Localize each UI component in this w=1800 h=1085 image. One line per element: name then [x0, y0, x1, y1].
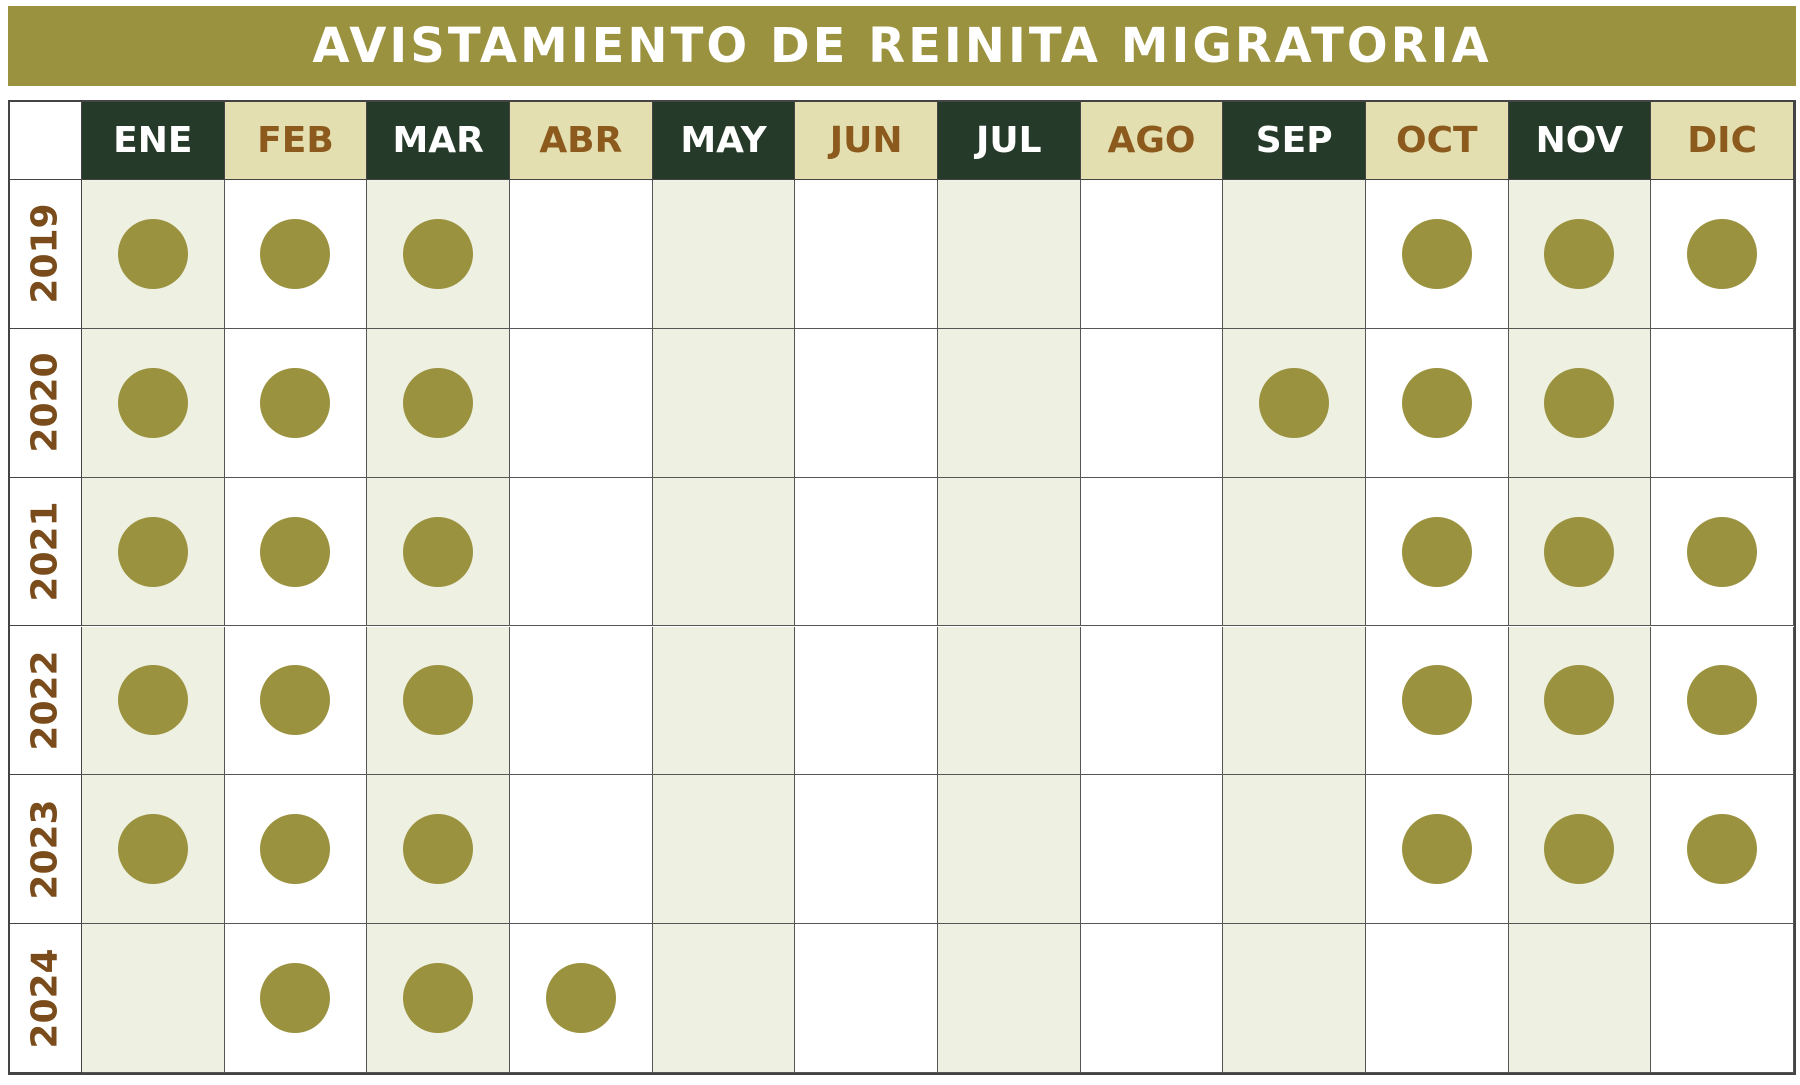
year-label-2020: [10, 329, 82, 478]
grid-cell-2022-may: [653, 627, 796, 776]
grid-cell-2022-dic: [1651, 627, 1794, 776]
sighting-dot-2021-nov: [1544, 517, 1614, 587]
grid-cell-2021-ene: [82, 478, 225, 627]
sighting-dot-2023-dic: [1687, 814, 1757, 884]
grid-cell-2023-ago: [1081, 775, 1224, 924]
grid-cell-2023-jun: [795, 775, 938, 924]
sighting-dot-2020-mar: [403, 368, 473, 438]
year-label-2023: [10, 775, 82, 924]
year-text: 2024: [25, 947, 67, 1049]
grid-cell-2024-jun: [795, 924, 938, 1073]
grid-cell-2022-sep: [1223, 627, 1366, 776]
grid-cell-2021-abr: [510, 478, 653, 627]
grid-cell-2019-feb: [225, 180, 368, 329]
grid-cell-2024-oct: [1366, 924, 1509, 1073]
grid-cell-2021-dic: [1651, 478, 1794, 627]
grid-cell-2024-ago: [1081, 924, 1224, 1073]
grid-cell-2020-mar: [367, 329, 510, 478]
grid-cell-2021-nov: [1509, 478, 1652, 627]
grid-cell-2020-jun: [795, 329, 938, 478]
grid-cell-2020-may: [653, 329, 796, 478]
month-header-oct: OCT: [1366, 102, 1509, 180]
grid-cell-2022-oct: [1366, 627, 1509, 776]
grid-cell-2024-dic: [1651, 924, 1794, 1073]
grid-cell-2022-mar: [367, 627, 510, 776]
grid-cell-2024-sep: [1223, 924, 1366, 1073]
year-text: 2021: [25, 501, 67, 602]
grid-cell-2020-abr: [510, 329, 653, 478]
grid-cell-2021-mar: [367, 478, 510, 627]
grid-cell-2021-jul: [938, 478, 1081, 627]
grid-cell-2021-oct: [1366, 478, 1509, 627]
sighting-dot-2022-ene: [118, 665, 188, 735]
grid-corner: [10, 102, 82, 180]
sighting-dot-2023-mar: [403, 814, 473, 884]
sighting-dot-2020-ene: [118, 368, 188, 438]
grid-cell-2019-ago: [1081, 180, 1224, 329]
grid-cell-2023-nov: [1509, 775, 1652, 924]
grid-cell-2024-may: [653, 924, 796, 1073]
month-header-jun: JUN: [795, 102, 938, 180]
grid-cell-2019-jul: [938, 180, 1081, 329]
grid-cell-2024-feb: [225, 924, 368, 1073]
year-text: 2019: [25, 203, 67, 305]
month-header-feb: FEB: [225, 102, 368, 180]
sighting-dot-2022-nov: [1544, 665, 1614, 735]
grid-cell-2022-ene: [82, 627, 225, 776]
chart-title: AVISTAMIENTO DE REINITA MIGRATORIA: [312, 18, 1492, 74]
sighting-dot-2023-ene: [118, 814, 188, 884]
grid-cell-2022-jul: [938, 627, 1081, 776]
sighting-dot-2024-abr: [546, 963, 616, 1033]
grid-cell-2021-sep: [1223, 478, 1366, 627]
grid-cell-2019-may: [653, 180, 796, 329]
grid-cell-2020-jul: [938, 329, 1081, 478]
sighting-dot-2021-feb: [260, 517, 330, 587]
year-text: 2023: [25, 799, 67, 900]
grid-cell-2021-feb: [225, 478, 368, 627]
sighting-dot-2020-oct: [1402, 368, 1472, 438]
grid-cell-2019-dic: [1651, 180, 1794, 329]
grid-cell-2019-ene: [82, 180, 225, 329]
sighting-dot-2022-feb: [260, 665, 330, 735]
grid-cell-2020-feb: [225, 329, 368, 478]
grid-cell-2022-feb: [225, 627, 368, 776]
month-header-sep: SEP: [1223, 102, 1366, 180]
year-label-2024: [10, 924, 82, 1073]
grid-cell-2019-abr: [510, 180, 653, 329]
grid-cell-2020-ene: [82, 329, 225, 478]
month-header-mar: MAR: [367, 102, 510, 180]
grid-cell-2020-dic: [1651, 329, 1794, 478]
year-text: 2020: [25, 352, 67, 453]
sighting-dot-2023-feb: [260, 814, 330, 884]
grid-cell-2019-sep: [1223, 180, 1366, 329]
grid-cell-2023-abr: [510, 775, 653, 924]
month-header-nov: NOV: [1509, 102, 1652, 180]
sighting-dot-2019-oct: [1402, 219, 1472, 289]
grid-cell-2024-abr: [510, 924, 653, 1073]
grid-cell-2020-oct: [1366, 329, 1509, 478]
grid-cell-2020-nov: [1509, 329, 1652, 478]
grid-cell-2019-mar: [367, 180, 510, 329]
sighting-dot-2019-ene: [118, 219, 188, 289]
grid-cell-2022-ago: [1081, 627, 1224, 776]
grid-cell-2021-ago: [1081, 478, 1224, 627]
grid-cell-2024-mar: [367, 924, 510, 1073]
grid-cell-2021-may: [653, 478, 796, 627]
year-label-2021: [10, 478, 82, 627]
grid-cell-2023-ene: [82, 775, 225, 924]
sighting-dot-2022-oct: [1402, 665, 1472, 735]
month-header-dic: DIC: [1651, 102, 1794, 180]
grid-cell-2022-nov: [1509, 627, 1652, 776]
grid-cell-2023-dic: [1651, 775, 1794, 924]
grid-cell-2019-jun: [795, 180, 938, 329]
grid-cell-2024-nov: [1509, 924, 1652, 1073]
sighting-dot-2021-dic: [1687, 517, 1757, 587]
sighting-dot-2024-mar: [403, 963, 473, 1033]
sighting-dot-2019-mar: [403, 219, 473, 289]
sighting-dot-2023-oct: [1402, 814, 1472, 884]
grid-cell-2023-may: [653, 775, 796, 924]
grid-cell-2023-oct: [1366, 775, 1509, 924]
grid-cell-2023-sep: [1223, 775, 1366, 924]
sighting-dot-2019-dic: [1687, 219, 1757, 289]
sighting-dot-2022-mar: [403, 665, 473, 735]
sighting-dot-2021-oct: [1402, 517, 1472, 587]
month-header-jul: JUL: [938, 102, 1081, 180]
grid-cell-2024-jul: [938, 924, 1081, 1073]
sighting-grid: [8, 100, 1796, 1075]
grid-cell-2019-oct: [1366, 180, 1509, 329]
grid-cell-2021-jun: [795, 478, 938, 627]
grid-cell-2023-mar: [367, 775, 510, 924]
grid-cell-2023-jul: [938, 775, 1081, 924]
grid-cell-2020-ago: [1081, 329, 1224, 478]
grid-cell-2024-ene: [82, 924, 225, 1073]
sighting-dot-2019-nov: [1544, 219, 1614, 289]
month-header-may: MAY: [653, 102, 796, 180]
sighting-dot-2020-nov: [1544, 368, 1614, 438]
grid-cell-2020-sep: [1223, 329, 1366, 478]
sighting-dot-2022-dic: [1687, 665, 1757, 735]
year-label-2019: [10, 180, 82, 329]
year-text: 2022: [25, 650, 67, 751]
grid-cell-2023-feb: [225, 775, 368, 924]
sighting-dot-2021-mar: [403, 517, 473, 587]
year-label-2022: [10, 627, 82, 776]
title-banner: [8, 6, 1796, 86]
sighting-dot-2019-feb: [260, 219, 330, 289]
month-header-abr: ABR: [510, 102, 653, 180]
month-header-ago: AGO: [1081, 102, 1224, 180]
sighting-dot-2020-sep: [1259, 368, 1329, 438]
grid-cell-2022-jun: [795, 627, 938, 776]
sighting-dot-2020-feb: [260, 368, 330, 438]
grid-cell-2022-abr: [510, 627, 653, 776]
month-header-ene: ENE: [82, 102, 225, 180]
sighting-dot-2024-feb: [260, 963, 330, 1033]
sighting-dot-2021-ene: [118, 517, 188, 587]
grid-cell-2019-nov: [1509, 180, 1652, 329]
sighting-dot-2023-nov: [1544, 814, 1614, 884]
